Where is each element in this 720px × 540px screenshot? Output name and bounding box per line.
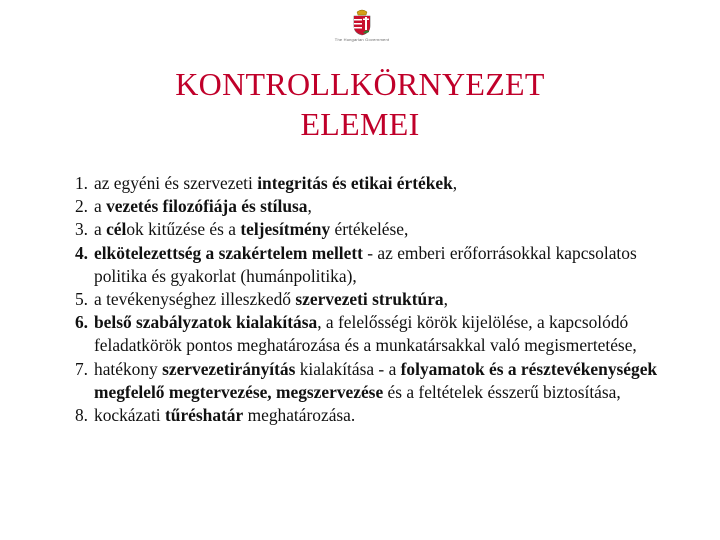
title-line-2: ELEMEI: [300, 106, 420, 142]
emphasis-text: szervezetirányítás: [162, 358, 296, 379]
slide-title: [0, 64, 720, 144]
emphasis-text: tűréshatár: [164, 405, 244, 426]
list-item: [66, 288, 686, 311]
list-item-number: 7.: [74, 358, 88, 379]
list-item: [66, 242, 686, 288]
title-line-1: KONTROLLKÖRNYEZET: [175, 66, 545, 102]
list-item: [66, 218, 686, 241]
body-text: ok kitűzése és a: [126, 219, 241, 240]
body-text: és a feltételek ésszerű biztosítása,: [383, 381, 621, 402]
list-item-text: [94, 289, 448, 309]
logo-caption: The Hungarian Government: [334, 37, 390, 42]
list-item-text: [94, 243, 637, 286]
list-item-text: [94, 359, 657, 402]
body-text: - az emberi erőforrásokkal kapcsolatos politika és gyakorlat (humánpolitika),: [94, 242, 637, 286]
emphasis-text: cél: [106, 219, 127, 240]
body-text: értékelése,: [330, 219, 409, 240]
list-item-text: [94, 219, 408, 239]
list-item: [66, 195, 686, 218]
body-text: a: [94, 196, 107, 217]
body-text: a tevékenységhez illeszkedő: [94, 289, 296, 310]
coat-of-arms-icon: [351, 8, 373, 36]
body-text: kialakítása - a: [295, 358, 401, 379]
emphasis-text: belső szabályzatok kialakítása: [94, 312, 318, 333]
numbered-list: [66, 172, 686, 427]
list-item-text: [94, 312, 637, 355]
list-item-text: [94, 405, 355, 425]
body-text: ,: [307, 196, 312, 217]
body-text: meghatározása.: [243, 405, 356, 426]
body-text: kockázati: [94, 405, 165, 426]
list-item-number: 1.: [74, 173, 88, 193]
list-item-number: 8.: [74, 405, 88, 426]
list-item-number: 4.: [74, 242, 88, 263]
list-item-text: [94, 173, 457, 193]
list-item-number: 3.: [74, 219, 88, 240]
list-item-number: 6.: [74, 312, 88, 333]
list-item-number: 2.: [74, 196, 88, 217]
body-text: az egyéni és szervezeti: [94, 173, 258, 193]
emphasis-text: vezetés filozófiája és stílusa: [106, 196, 308, 217]
emphasis-text: elkötelezettség a szakértelem mellett: [94, 242, 363, 263]
body-text: hatékony: [94, 358, 163, 379]
body-text: ,: [452, 173, 458, 193]
list-item: [66, 172, 686, 195]
emphasis-text: teljesítmény: [240, 219, 331, 240]
emphasis-text: szervezeti struktúra: [295, 289, 444, 310]
list-item: [66, 358, 686, 404]
list-item: [66, 311, 686, 357]
body-text: ,: [443, 289, 448, 310]
list-item: [66, 404, 686, 427]
body-text: , a felelősségi körök kijelölése, a kapcsolódó feladatkörök pontos meghatározása és a munkatársakkal való megismertetése,: [94, 312, 637, 356]
emphasis-text: integritás és etikai értékek: [257, 173, 453, 193]
list-item-text: [94, 196, 312, 216]
body-text: a: [94, 219, 107, 240]
government-logo: [322, 8, 402, 48]
emphasis-text: folyamatok és a résztevékenységek megfelelő megtervezése, megszervezése: [94, 358, 658, 402]
list-item-number: 5.: [74, 289, 88, 310]
